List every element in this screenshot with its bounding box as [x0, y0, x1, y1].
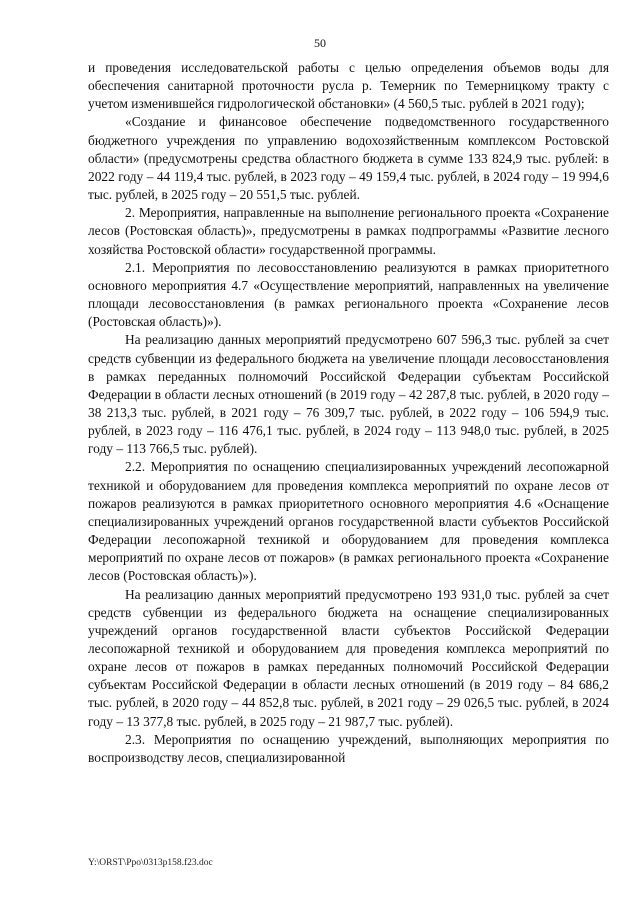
footer-file-path: Y:\ORST\Ppo\0313p158.f23.doc: [88, 858, 213, 868]
page-number: 50: [314, 36, 326, 50]
document-body: [88, 59, 609, 767]
paragraph-continuation-temernik: и проведения исследовательской работы с целью определения объемов воды для обеспечения санитарной проточности русла р. Темерник по Темерницкому тракту с учетом изменившейся гидрологической обстановки» (4 560,5 тыс. рублей в 2021 году);: [88, 60, 609, 112]
paragraph-fire-equipment-funding: На реализацию данных мероприятий предусмотрено 193 931,0 тыс. рублей за счет средств субвенции из федерального бюджета на оснащение специализированных учреждений органов государственной власти субъектов Российской Федерации лесопожарной техникой и оборудованием для проведения комплекса мероприятий по охране лесов от пожаров в рамках переданных полномочий Российской Федерации субъектам Российской Федерации в области лесных отношений (в 2019 году – 84 686,2 тыс. рублей, в 2020 году – 44 852,8 тыс. рублей, в 2021 году – 29 026,5 тыс. рублей, в 2024 году – 13 377,8 тыс. рублей, в 2025 году – 21 987,7 тыс. рублей).: [88, 586, 609, 729]
paragraph-section-2-2-fire-equipment: 2.2. Мероприятия по оснащению специализированных учреждений лесопожарной техникой и оборудованием для проведения комплекса мероприятий по охране лесов от пожаров реализуются в рамках приоритетного основного мероприятия 4.6 «Оснащение специализированных учреждений органов государственной власти субъектов Российской Федерации лесопожарной техникой и оборудованием для проведения комплекса мероприятий по охране лесов от пожаров» (в рамках регионального проекта «Сохранение лесов (Ростовская область)»).: [88, 459, 609, 584]
paragraph-water-management-institution: «Создание и финансовое обеспечение подведомственного государственного бюджетного учреждения по управлению водохозяйственным комплексом Ростовской области» (предусмотрены средства областного бюджета в сумме 133 824,9 тыс. рублей: в 2022 году – 44 119,4 тыс. рублей, в 2023 году – 49 159,4 тыс. рублей, в 2024 году – 19 994,6 тыс. рублей, в 2025 году – 20 551,5 тыс. рублей.: [88, 114, 609, 203]
paragraph-section-2-3-reproduction: 2.3. Мероприятия по оснащению учреждений, выполняющих мероприятия по воспроизводству лесов, специализированной: [88, 731, 609, 765]
paragraph-section-2-1-reforestation: 2.1. Мероприятия по лесовосстановлению реализуются в рамках приоритетного основного мероприятия 4.7 «Осуществление мероприятий, направленных на увеличение площади лесовосстановления (в рамках регионального проекта «Сохранение лесов (Ростовская область)»).: [88, 259, 609, 330]
paragraph-section-2-forest-preservation: 2. Мероприятия, направленные на выполнение регионального проекта «Сохранение лесов (Ростовская область)», предусмотрены в рамках подпрограммы «Развитие лесного хозяйства Ростовской области» государственной программы.: [88, 205, 609, 257]
paragraph-reforestation-funding: На реализацию данных мероприятий предусмотрено 607 596,3 тыс. рублей за счет средств субвенции из федерального бюджета на увеличение площади лесовосстановления в рамках переданных полномочий Российской Федерации субъектам Российской Федерации в области лесных отношений (в 2019 году – 42 287,8 тыс. рублей, в 2020 году – 38 213,3 тыс. рублей, в 2021 году – 76 309,7 тыс. рублей, в 2022 году – 106 594,9 тыс. рублей, в 2023 году – 116 476,1 тыс. рублей, в 2024 году – 113 948,0 тыс. рублей, в 2025 году – 113 766,5 тыс. рублей).: [88, 332, 609, 457]
